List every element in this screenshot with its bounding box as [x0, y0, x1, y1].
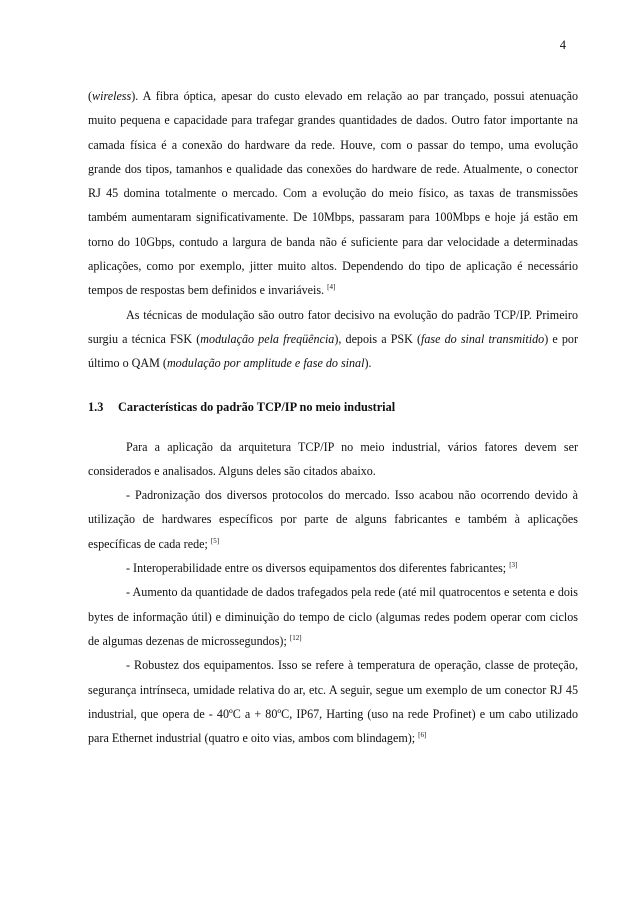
citation-ref: [12]: [289, 633, 302, 642]
citation-ref: [4]: [327, 283, 336, 292]
list-item-text: - Robustez dos equipamentos. Isso se refere à temperatura de operação, classe de proteção, segurança intrínseca, umidade relativa do ar, etc. A seguir, segue um exemplo de um conector RJ 45 industrial, que opera de - 40ºC a + 80ºC, IP67, Harting (uso na rede Profinet) e um cabo utilizado para Ethernet industrial (quatro e oito vias, ambos com blindagem);: [88, 658, 578, 746]
list-item-text: - Padronização dos diversos protocolos do mercado. Isso acabou não ocorrendo devido à utilização de hardwares específicos por parte de alguns fabricantes e também à aplicações específicas de cada rede;: [88, 488, 578, 551]
list-item-text: - Interoperabilidade entre os diversos equipamentos dos diferentes fabricantes;: [126, 561, 507, 576]
section-title: Características do padrão TCP/IP no meio industrial: [118, 399, 396, 414]
paragraph-text: ) e por último o QAM (: [88, 331, 578, 371]
paragraph-wireless: (wireless). A fibra óptica, apesar do custo elevado em relação ao par trançado, possui atenuação muito pequena e capacidade para trafegar grandes quantidades de dados. Outro fator importante na camada física é a conexão do hardware da rede. Houve, com o passar do tempo, uma evolução grande dos tipos, tamanhos e qualidade das conexões do hardware de rede. Atualmente, o conector RJ 45 domina totalmente o mercado. Com a evolução do meio físico, as taxas de transmissões também aumentaram significativamente. De 10Mbps, passaram para 100Mbps e hoje já estão em torno do 10Gbps, contudo a largura de banda não é suficiente para dar velocidade a determinadas aplicações, como por exemplo, jitter muito altos. Dependendo do tipo de aplicação é necessário tempos de respostas bem definidos e invariáveis. [4]: [88, 89, 578, 298]
paragraph-text: As técnicas de modulação são outro fator decisivo na evolução do padrão TCP/IP. Primeiro surgiu a técnica FSK (: [88, 307, 578, 346]
citation-ref: [6]: [418, 731, 427, 740]
list-item: [88, 580, 578, 653]
paragraph-intro: Para a aplicação da arquitetura TCP/IP no meio industrial, vários fatores devem ser considerados e analisados. Alguns deles são citados abaixo.: [88, 439, 578, 478]
section-number: 1.3: [88, 399, 104, 414]
document-body: [88, 84, 578, 750]
paragraph-text: ).: [364, 356, 372, 371]
list-item: [88, 483, 578, 556]
paragraph-modulation: [88, 303, 578, 376]
list-item-text: - Aumento da quantidade de dados trafegados pela rede (até mil quatrocentos e setenta e dois bytes de informação útil) e diminuição do tempo de ciclo (algumas redes podem operar com ciclos de algumas dezenas de microssegundos);: [88, 585, 578, 648]
list-item: [88, 653, 578, 750]
paragraph-text: ). A fibra óptica, apesar do custo elevado em relação ao par trançado, possui atenuação muito pequena e capacidade para trafegar grandes quantidades de dados. Outro fator importante na camada física é a conexão do hardware da rede. Houve, com o passar do tempo, uma evolução grande dos tipos, tamanhos e qualidade das conexões do hardware de rede. Atualmente, o conector RJ 45 domina totalmente o mercado. Com a evolução do meio físico, as taxas de transmissões também aumentaram significativamente. De 10Mbps, passaram para 100Mbps e hoje já estão em torno do 10Gbps, contudo a largura de banda não é suficiente para dar velocidade a determinadas aplicações, como por exemplo, jitter muito altos. Dependendo do tipo de aplicação é necessário tempos de respostas bem definidos e invariáveis.: [88, 89, 578, 298]
section-heading: [88, 395, 578, 419]
term-qam: modulação por amplitude e fase do sinal: [166, 356, 365, 371]
paragraph-text: ), depois a PSK (: [334, 331, 422, 346]
term-fsk: modulação pela freqüência: [200, 331, 335, 346]
term-wireless: wireless: [92, 89, 132, 103]
page-number: 4: [559, 38, 566, 52]
citation-ref: [5]: [210, 536, 220, 545]
list-item: [88, 556, 578, 580]
citation-ref: [3]: [509, 561, 518, 570]
term-psk: fase do sinal transmitido: [421, 331, 545, 346]
